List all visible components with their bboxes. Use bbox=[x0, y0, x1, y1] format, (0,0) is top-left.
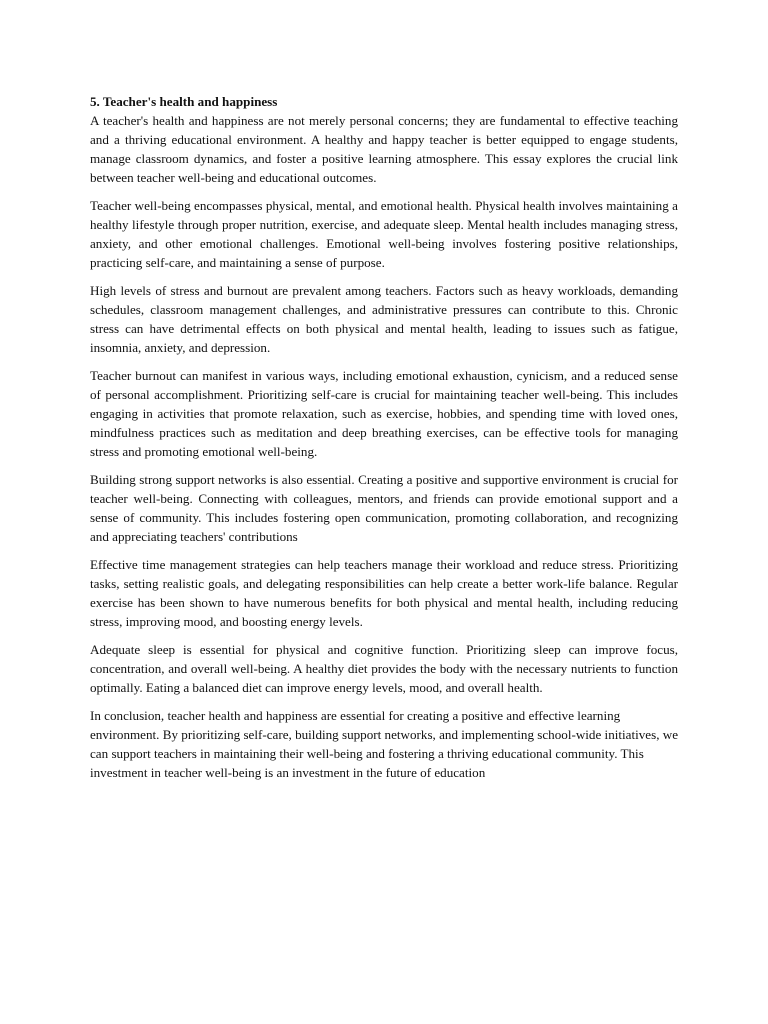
paragraph-wellbeing-dimensions: Teacher well-being encompasses physical, mental, and emotional health. Physical health involves maintaining a healthy lifestyle through proper nutrition, exercise, and adequate sleep. Mental health includes managing stress, anxiety, and other emotional challenges. Emotional well-being involves fostering positive relationships, practicing self-care, and maintaining a sense of purpose. bbox=[90, 198, 678, 270]
paragraph-stress-burnout: High levels of stress and burnout are prevalent among teachers. Factors such as heavy workloads, demanding schedules, classroom management challenges, and administrative pressures can contribute to this. Chronic stress can have detrimental effects on both physical and mental health, leading to issues such as fatigue, insomnia, anxiety, and depression. bbox=[90, 283, 678, 355]
document-page bbox=[90, 92, 678, 791]
paragraph-conclusion: In conclusion, teacher health and happiness are essential for creating a positive and effective learning environment. By prioritizing self-care, building support networks, and implementing school-wide initiatives, we can support teachers in maintaining their well-being and fostering a thriving educational community. This investment in teacher well-being is an investment in the future of education bbox=[90, 708, 679, 780]
section-heading: 5. Teacher's health and happiness bbox=[90, 94, 278, 109]
paragraph-sleep-diet: Adequate sleep is essential for physical and cognitive function. Prioritizing sleep can improve focus, concentration, and overall well-being. A healthy diet provides the body with the necessary nutrients to function optimally. Eating a balanced diet can improve energy levels, mood, and overall health. bbox=[90, 642, 678, 695]
paragraph-time-management: Effective time management strategies can help teachers manage their workload and reduce stress. Prioritizing tasks, setting realistic goals, and delegating responsibilities can help create a better work-life balance. Regular exercise has been shown to have numerous benefits for both physical and mental health, including reducing stress, improving mood, and boosting energy levels. bbox=[90, 557, 678, 629]
paragraph-support-networks: Building strong support networks is also essential. Creating a positive and supportive environment is crucial for teacher well-being. Connecting with colleagues, mentors, and friends can provide emotional support and a sense of community. This includes fostering open communication, promoting collaboration, and recognizing and appreciating teachers' contributions bbox=[90, 472, 678, 544]
paragraph-introduction: A teacher's health and happiness are not merely personal concerns; they are fundamental to effective teaching and a thriving educational environment. A healthy and happy teacher is better equipped to engage students, manage classroom dynamics, and foster a positive learning atmosphere. This essay explores the crucial link between teacher well-being and educational outcomes. bbox=[90, 113, 678, 185]
paragraph-self-care: Teacher burnout can manifest in various ways, including emotional exhaustion, cynicism, and a reduced sense of personal accomplishment. Prioritizing self-care is crucial for maintaining teacher well-being. This includes engaging in activities that promote relaxation, such as exercise, hobbies, and spending time with loved ones, mindfulness practices such as meditation and deep breathing exercises, can be effective tools for managing stress and promoting emotional well-being. bbox=[90, 368, 678, 459]
